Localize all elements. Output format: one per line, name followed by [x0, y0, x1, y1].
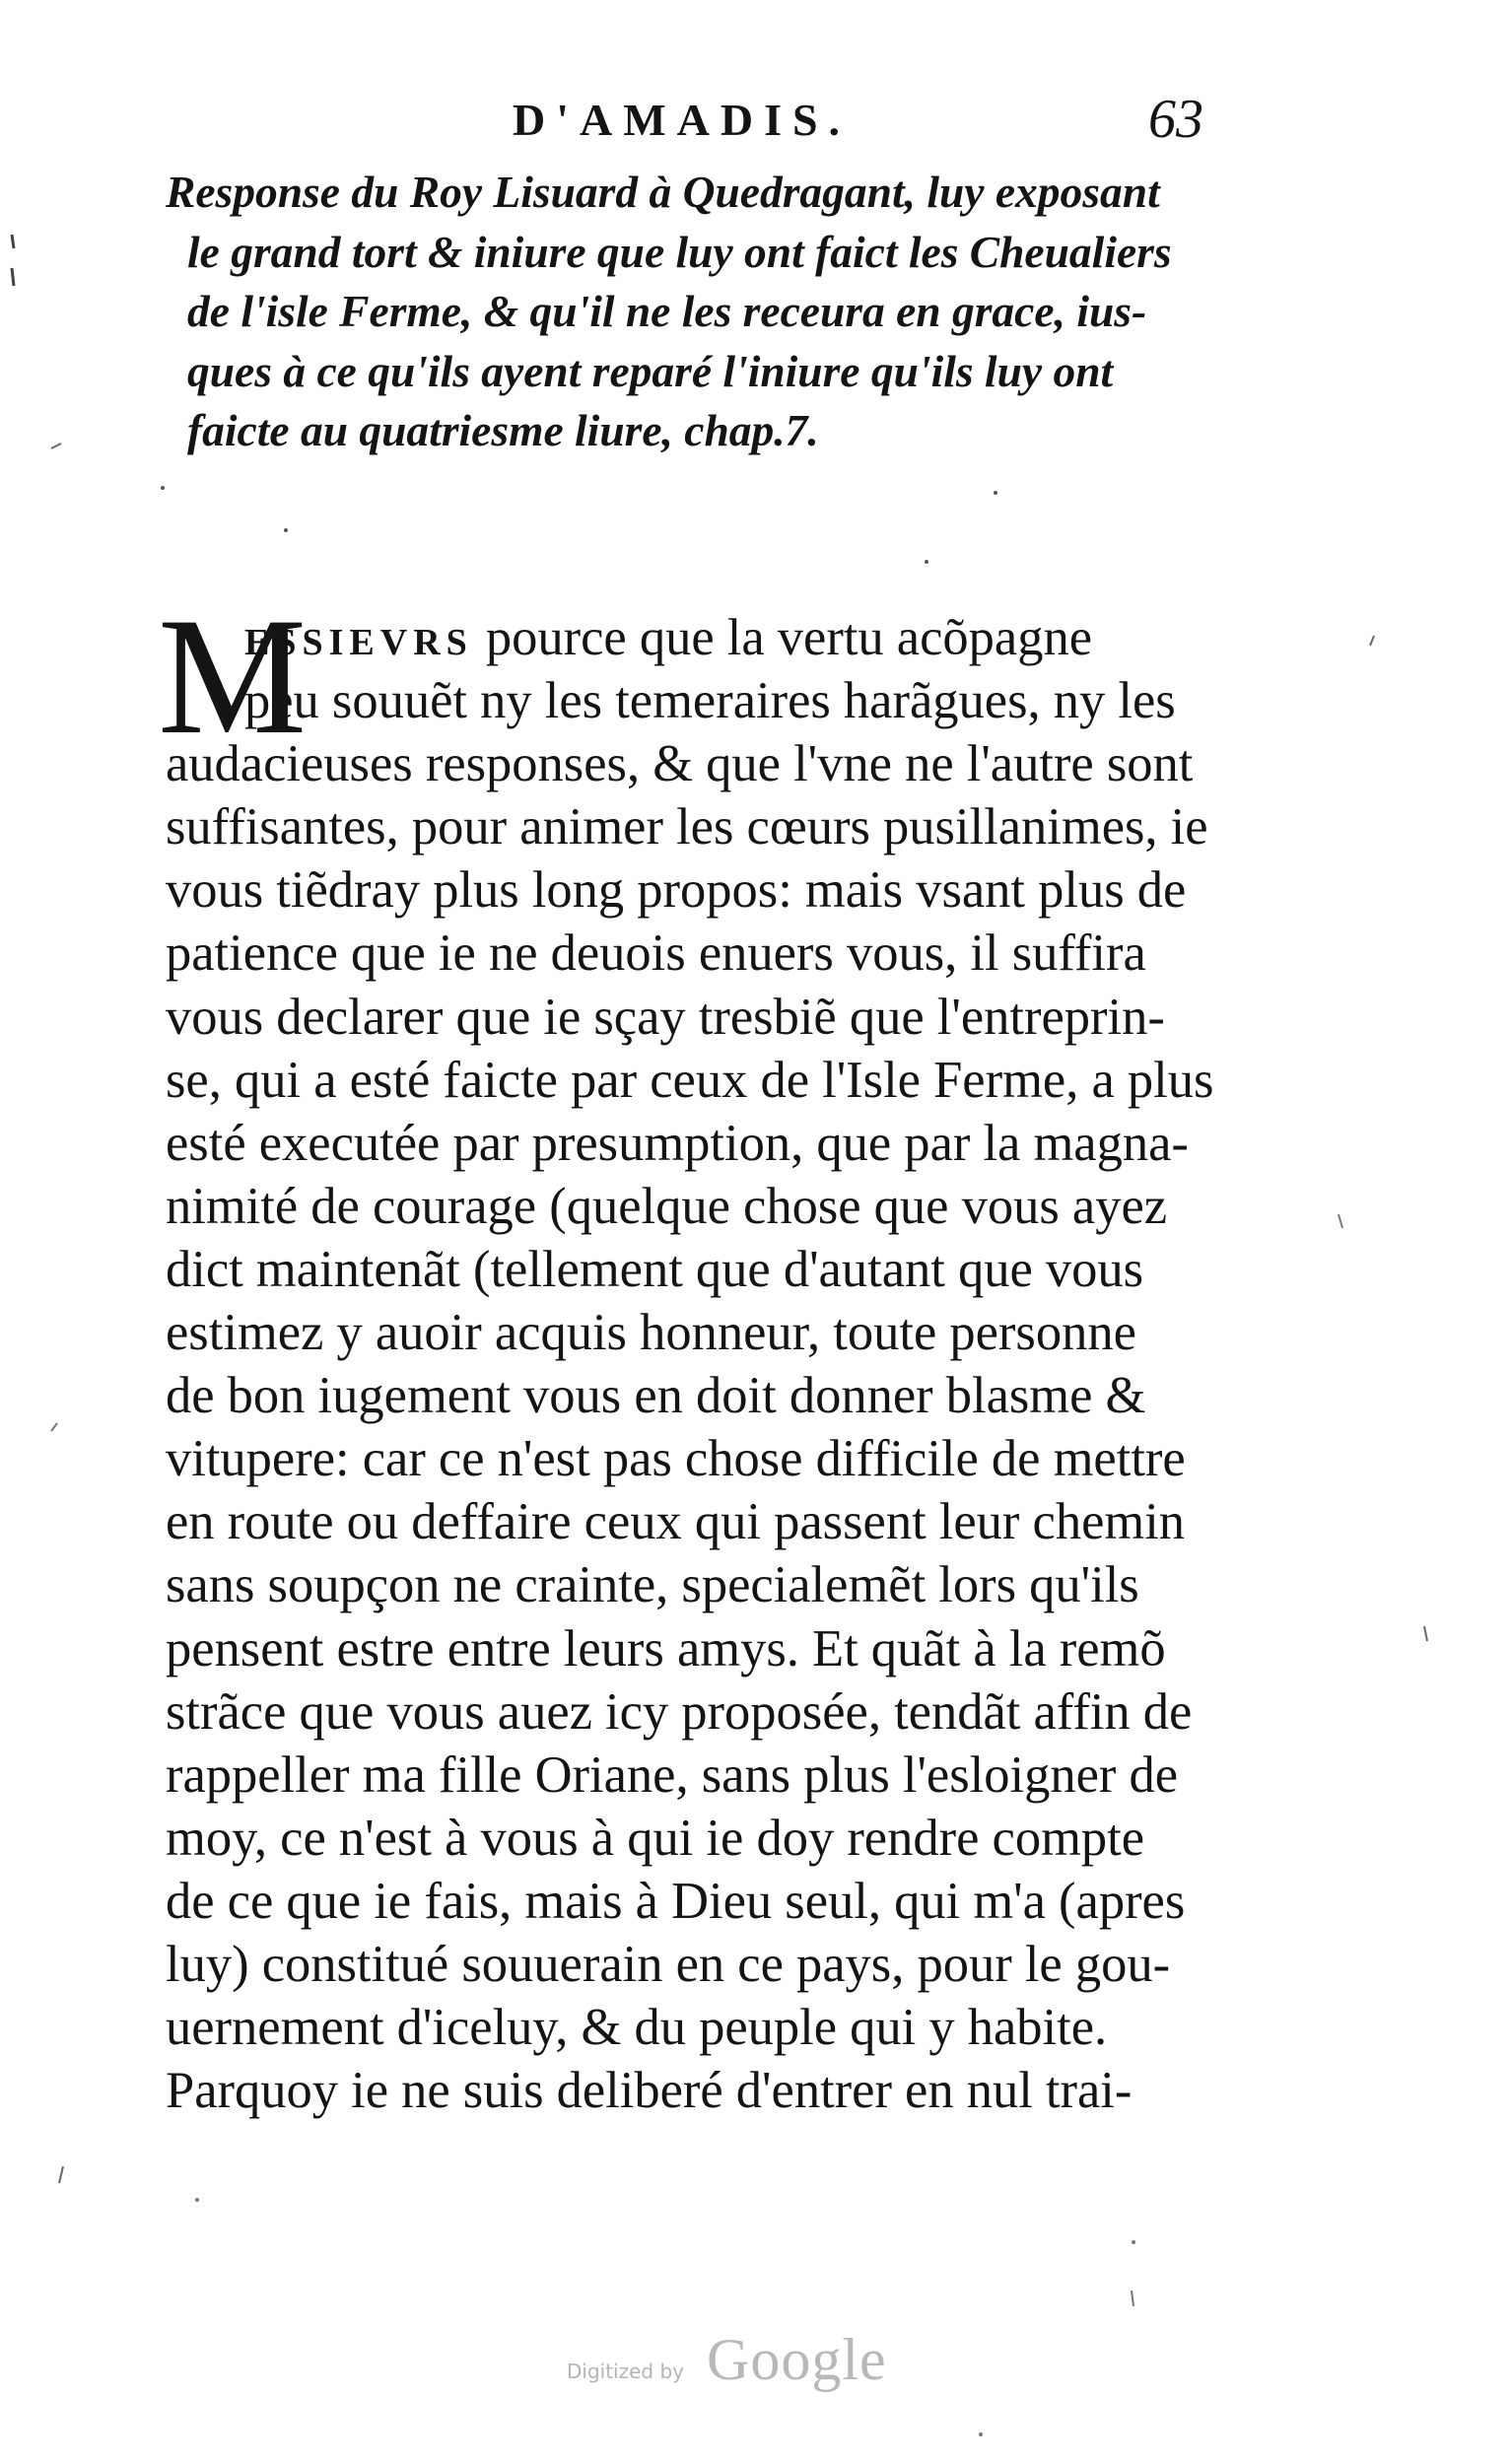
body-line: esté executée par presumption, que par la magna- [166, 1114, 1189, 1172]
digitization-watermark [567, 2326, 961, 2405]
body-line: uernement d'iceluy, & du peuple qui y habite. [166, 1999, 1108, 2057]
google-logo: Google [707, 2327, 887, 2392]
body-line: dict maintenãt (tellement que d'autant que vous [166, 1240, 1144, 1298]
body-line: luy) constitué souuerain en ce pays, pour le gou- [166, 1935, 1171, 1993]
body-line: moy, ce n'est à vous à qui ie doy rendre compte [166, 1809, 1145, 1867]
body-line: peu souuẽt ny les temeraires harãgues, ny les [244, 672, 1176, 730]
summary-line: faicte au quatriesme liure, chap.7. [187, 405, 819, 455]
body-line: pensent estre entre leurs amys. Et quãt à la remõ [166, 1619, 1166, 1677]
body-line: strãce que vous auez icy proposée, tendãt affin de [166, 1682, 1193, 1741]
running-head [493, 89, 1262, 163]
body-line: vous declarer que ie sçay tresbiẽ que l'entreprin- [166, 988, 1165, 1046]
running-title: D'AMADIS. [513, 95, 852, 145]
digitized-by-label: Digitized by [567, 2360, 684, 2383]
page-number: 63 [1148, 89, 1203, 150]
body-line: nimité de courage (quelque chose que vous ayez [166, 1177, 1168, 1235]
body-line: sans soupçon ne crainte, specialemẽt lors qu'ils [166, 1556, 1139, 1614]
chapter-summary [166, 163, 1270, 461]
summary-line: de l'isle Ferme, & qu'il ne les receura en grace, ius- [187, 286, 1147, 336]
body-line: estimez y auoir acquis honneur, toute personne [166, 1304, 1136, 1362]
body-line: suffisantes, pour animer les cœurs pusillanimes, ie [166, 798, 1208, 856]
summary-line: ques à ce qu'ils ayent reparé l'iniure qu'ils luy ont [187, 345, 1114, 396]
summary-line: Response du Roy Lisuard à Quedragant, luy exposant [166, 167, 1160, 217]
body-line: de ce que ie fais, mais à Dieu seul, qui m'a (apres [166, 1872, 1186, 1930]
body-line: Parquoy ie ne suis deliberé d'entrer en nul trai- [166, 2062, 1133, 2120]
body-line: se, qui a esté faicte par ceux de l'Isle Ferme, a plus [166, 1051, 1214, 1109]
body-line-first-text: pource que la vertu acõpagne [472, 609, 1092, 666]
body-text [158, 583, 1274, 2122]
body-line-first [166, 606, 1274, 669]
body-line: de bon iugement vous en doit donner blasme & [166, 1367, 1146, 1425]
opening-word: ESSIEVRS [244, 622, 473, 663]
body-line: audacieuses responses, & que l'vne ne l'autre sont [166, 735, 1194, 793]
body-line: patience que ie ne deuois enuers vous, il suffira [166, 924, 1146, 983]
body-line: rappeller ma fille Oriane, sans plus l'esloigner de [166, 1745, 1179, 1804]
body-line: vous tiẽdray plus long propos: mais vsant plus de [166, 861, 1187, 920]
drop-cap: M [158, 583, 308, 769]
summary-line: le grand tort & iniure que luy ont faict les Cheualiers [187, 226, 1172, 277]
body-line: en route ou deffaire ceux qui passent leur chemin [166, 1493, 1186, 1551]
body-line: vitupere: car ce n'est pas chose difficile de mettre [166, 1430, 1186, 1488]
